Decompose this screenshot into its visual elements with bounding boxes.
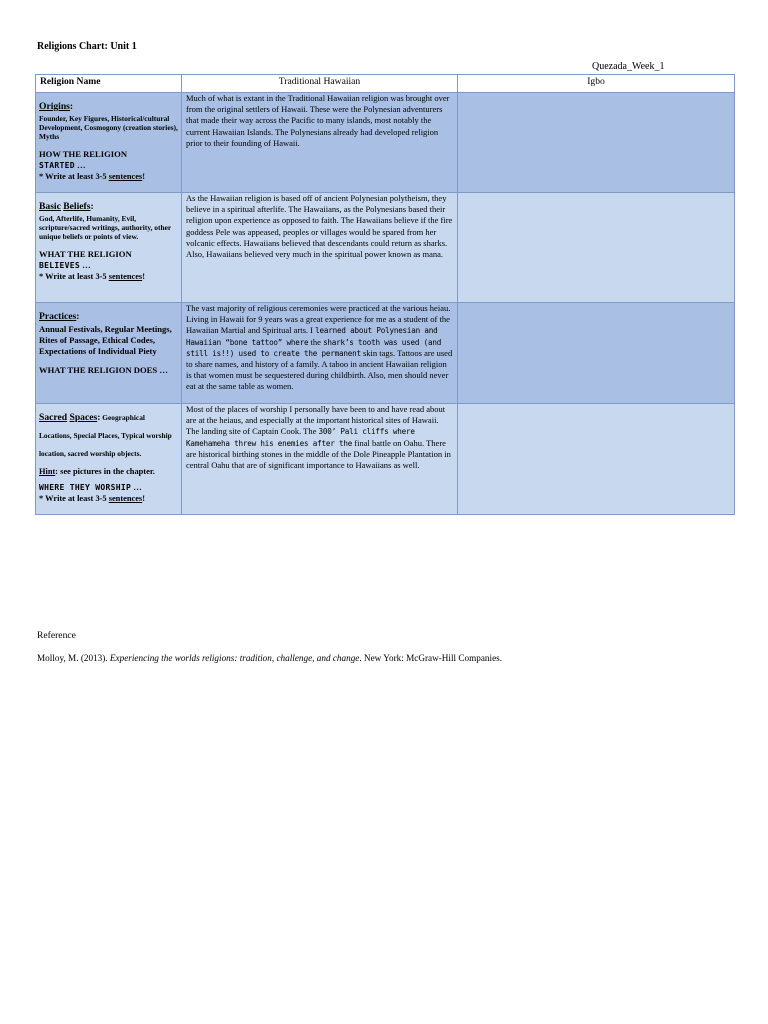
origins-igbo-cell[interactable] xyxy=(458,93,735,193)
row-sacred-spaces xyxy=(36,404,735,515)
beliefs-igbo-cell[interactable] xyxy=(458,193,735,303)
header-religion-name: Religion Name xyxy=(36,75,182,93)
reference-citation: Molloy, M. (2013). Experiencing the worlds religions: tradition, challenge, and change. New York: McGraw-Hill Companies. xyxy=(37,653,503,663)
practices-igbo-cell[interactable] xyxy=(458,303,735,404)
sacred-heading: Sacred Spaces: Geographical Locations, Special Places, Typical worship location, sacred worship objects. xyxy=(39,412,172,458)
beliefs-heading: Basic Beliefs: xyxy=(39,201,94,212)
beliefs-prompt: WHAT THE RELIGION BELIEVES … xyxy=(39,249,132,270)
practices-heading: Practices: xyxy=(39,311,80,322)
beliefs-instruction: * Write at least 3-5 sentences! xyxy=(39,272,145,281)
origins-hawaiian-cell[interactable]: Much of what is extant in the Traditional Hawaiian religion was brought over from the original settlers of Hawaii. These were the Polynesian adventurers that made their way across the Pacific to many islands, most notably the current Hawaiian Islands. The Polynesians already had developed religion prior to their founding of Hawaii. xyxy=(182,93,458,193)
sacred-hint: Hint: see pictures in the chapter. xyxy=(39,467,155,476)
row-practices xyxy=(36,303,735,404)
origins-heading: Origins: xyxy=(39,101,74,112)
row-beliefs xyxy=(36,193,735,303)
origins-prompt: HOW THE RELIGION STARTED … xyxy=(39,149,128,170)
header-row xyxy=(36,75,735,93)
reference-heading: Reference xyxy=(37,630,76,641)
reference-book-title: Experiencing the worlds religions: tradition, challenge, and change xyxy=(109,653,360,663)
beliefs-label-cell xyxy=(36,193,182,303)
sacred-label-cell xyxy=(36,404,182,515)
origins-subtitle: Founder, Key Figures, Historical/cultural Development, Cosmogony (creation stories), Myths xyxy=(39,114,178,141)
religions-chart-table xyxy=(35,74,735,515)
beliefs-hawaiian-cell[interactable]: As the Hawaiian religion is based off of ancient Polynesian polytheism, they believe in a spiritual afterlife. The Hawaiians, as the Polynesians based their religion upon experience as opposed to faith. The Hawaiians believe if the fire goddess Pele was appeased, peoples or villages would be spared from her volcanic effects. Hawaiians believed that descendants could return as sharks. Also, Hawaiians believed very much in the spiritual power known as mana. xyxy=(182,193,458,303)
origins-instruction: * Write at least 3-5 sentences! xyxy=(39,172,145,181)
sacred-igbo-cell[interactable] xyxy=(458,404,735,515)
header-traditional-hawaiian: Traditional Hawaiian xyxy=(182,75,458,93)
sacred-hawaiian-cell[interactable]: Most of the places of worship I personally have been to and have read about are at the heiaus, and especially at the important historical sites of Hawaii. The landing site of Captain Cook. The 300’ Pali cliffs where Kamehameha threw his enemies after the final battle on Oahu. There are historical birthing stones in the middle of the Dole Pineapple Plantation in central Oahu that are of significant importance to Hawaiians as well. xyxy=(182,404,458,515)
practices-prompt: WHAT THE RELIGION DOES … xyxy=(39,365,168,375)
author-tag: Quezada_Week_1 xyxy=(592,61,665,72)
beliefs-subtitle: God, Afterlife, Humanity, Evil, scripture/sacred writings, authority, other unique beliefs or points of view. xyxy=(39,214,171,241)
header-igbo: Igbo xyxy=(458,75,735,93)
practices-subtitle: Annual Festivals, Regular Meetings, Rites of Passage, Ethical Codes, Expectations of Individual Piety xyxy=(39,324,172,356)
sacred-prompt: WHERE THEY WORSHIP … xyxy=(39,482,142,492)
row-origins xyxy=(36,93,735,193)
practices-hawaiian-cell[interactable]: The vast majority of religious ceremonies were practiced at the various heiau. Living in Hawaii for 9 years was a great experience for me as a student of the Hawaiian Martial and Spiritual arts. I learned about Polynesian and Hawaiian “bone tattoo” where the shark’s tooth was used (and still is!!) used to create the permanent skin tags. Tattoos are used to share names, and history of a family. A taboo in ancient Hawaiian religion is that women must be sequestered during childbirth. Also, men should never eat at the same table as women. xyxy=(182,303,458,404)
document-title: Religions Chart: Unit 1 xyxy=(37,41,137,52)
sacred-instruction: * Write at least 3-5 sentences! xyxy=(39,494,145,503)
origins-label-cell xyxy=(36,93,182,193)
practices-label-cell xyxy=(36,303,182,404)
